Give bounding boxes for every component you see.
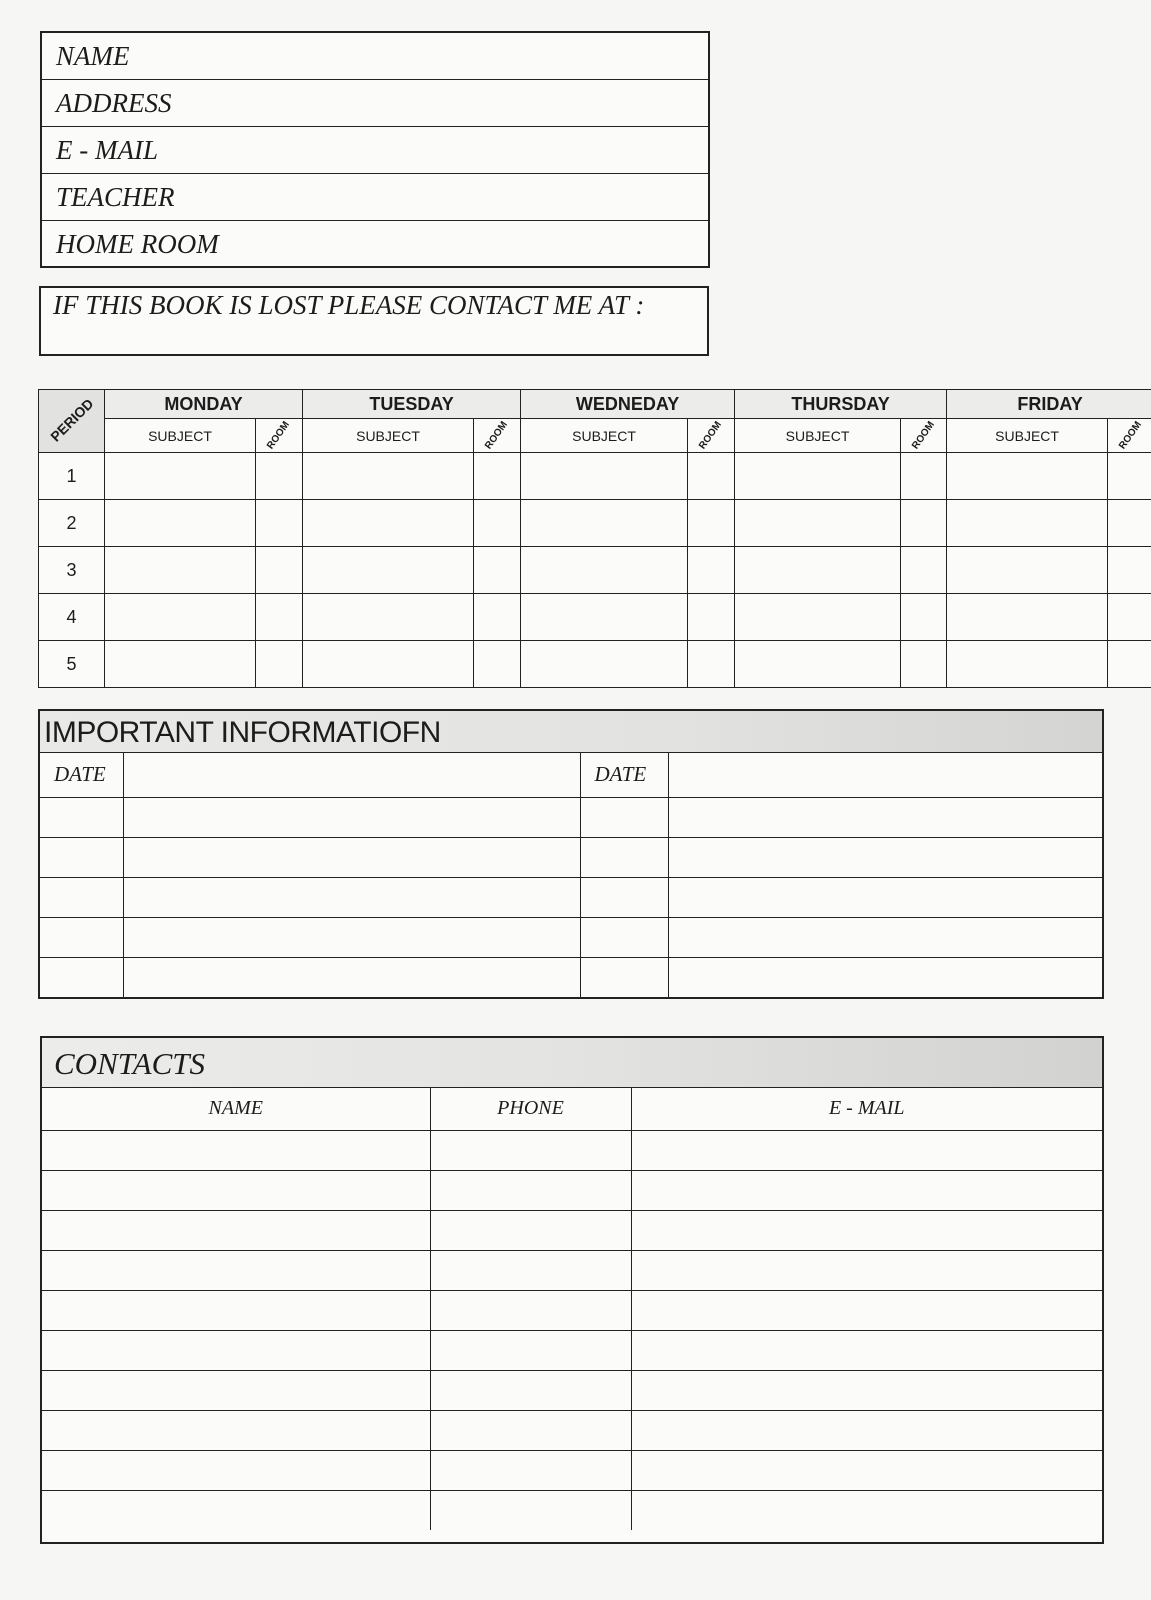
room-header <box>1108 419 1151 453</box>
day-header-monday: MONDAY <box>105 390 303 419</box>
subject-cell[interactable] <box>735 500 901 547</box>
room-label: ROOM <box>1117 419 1144 452</box>
contact-phone-cell[interactable] <box>430 1330 631 1370</box>
period-number: 4 <box>39 594 105 641</box>
subject-cell[interactable] <box>303 453 474 500</box>
room-cell[interactable] <box>688 547 735 594</box>
contact-phone-cell[interactable] <box>430 1370 631 1410</box>
room-label: ROOM <box>483 419 511 452</box>
date-cell[interactable] <box>40 797 123 837</box>
contact-email-cell[interactable] <box>631 1250 1102 1290</box>
room-label: ROOM <box>265 419 293 452</box>
info-cell[interactable] <box>123 753 580 797</box>
period-number: 1 <box>39 453 105 500</box>
room-cell[interactable] <box>256 641 303 688</box>
table-row <box>42 1450 1102 1490</box>
subject-cell[interactable] <box>735 453 901 500</box>
subject-cell[interactable] <box>521 453 688 500</box>
info-field-name[interactable] <box>42 33 708 80</box>
table-row <box>40 917 1102 957</box>
timetable-body <box>39 453 1151 688</box>
room-cell[interactable] <box>688 500 735 547</box>
contacts-title: CONTACTS <box>42 1038 1102 1088</box>
room-cell[interactable] <box>1108 547 1151 594</box>
room-header <box>474 419 521 453</box>
contacts-header-row <box>42 1088 1102 1130</box>
contact-phone-cell[interactable] <box>430 1170 631 1210</box>
room-cell[interactable] <box>901 547 947 594</box>
info-cell[interactable] <box>668 837 1102 877</box>
info-cell[interactable] <box>668 753 1102 797</box>
subject-cell[interactable] <box>105 594 256 641</box>
room-cell[interactable] <box>1108 641 1151 688</box>
room-cell[interactable] <box>474 594 521 641</box>
table-row <box>40 753 1102 797</box>
room-header <box>688 419 735 453</box>
info-cell[interactable] <box>668 797 1102 837</box>
subject-cell[interactable] <box>735 547 901 594</box>
contact-name-cell[interactable] <box>42 1290 430 1330</box>
table-row <box>39 641 1151 688</box>
subject-cell[interactable] <box>303 641 474 688</box>
lost-book-notice: IF THIS BOOK IS LOST PLEASE CONTACT ME AT : <box>53 290 645 320</box>
contacts-section <box>40 1036 1104 1544</box>
info-cell[interactable] <box>123 837 580 877</box>
period-number: 3 <box>39 547 105 594</box>
date-header: DATE <box>580 753 668 797</box>
contact-phone-cell[interactable] <box>430 1250 631 1290</box>
contact-name-cell[interactable] <box>42 1330 430 1370</box>
room-cell[interactable] <box>256 547 303 594</box>
table-row <box>39 547 1151 594</box>
subject-cell[interactable] <box>303 547 474 594</box>
contacts-body <box>42 1130 1102 1530</box>
date-cell[interactable] <box>580 917 668 957</box>
subject-header: SUBJECT <box>303 419 474 453</box>
info-label-name: NAME <box>56 40 130 71</box>
subject-cell[interactable] <box>105 500 256 547</box>
room-label: ROOM <box>697 419 725 452</box>
room-cell[interactable] <box>1108 453 1151 500</box>
contact-email-cell[interactable] <box>631 1330 1102 1370</box>
table-row <box>39 594 1151 641</box>
info-cell[interactable] <box>668 957 1102 997</box>
date-cell[interactable] <box>580 957 668 997</box>
info-label-home-room: HOME ROOM <box>56 229 219 259</box>
subject-cell[interactable] <box>521 500 688 547</box>
subject-header: SUBJECT <box>735 419 901 453</box>
subject-header: SUBJECT <box>521 419 688 453</box>
period-label: PERIOD <box>47 395 97 445</box>
date-header: DATE <box>40 753 123 797</box>
contact-email-cell[interactable] <box>631 1130 1102 1170</box>
room-header <box>901 419 947 453</box>
subject-header: SUBJECT <box>105 419 256 453</box>
contact-email-cell[interactable] <box>631 1210 1102 1250</box>
table-row <box>42 1330 1102 1370</box>
subject-cell[interactable] <box>303 594 474 641</box>
info-label-teacher: TEACHER <box>56 181 175 212</box>
subject-header: SUBJECT <box>947 419 1108 453</box>
lost-book-contact-field[interactable] <box>39 286 709 356</box>
room-cell[interactable] <box>256 453 303 500</box>
period-number: 5 <box>39 641 105 688</box>
table-row <box>40 957 1102 997</box>
day-header-thursday: THURSDAY <box>735 390 947 419</box>
info-field-email[interactable] <box>42 127 708 174</box>
info-field-teacher[interactable] <box>42 174 708 221</box>
date-cell[interactable] <box>580 877 668 917</box>
personal-info-box <box>40 31 710 268</box>
table-row <box>42 1490 1102 1530</box>
important-information-table <box>40 753 1102 997</box>
important-information-section <box>38 709 1104 999</box>
subject-cell[interactable] <box>521 641 688 688</box>
subject-cell[interactable] <box>105 547 256 594</box>
contact-phone-cell[interactable] <box>430 1450 631 1490</box>
subject-cell[interactable] <box>947 500 1108 547</box>
room-cell[interactable] <box>688 641 735 688</box>
important-information-title: IMPORTANT INFORMATIOFN <box>40 711 1102 753</box>
table-row <box>39 453 1151 500</box>
contacts-table <box>42 1088 1102 1530</box>
subject-cell[interactable] <box>521 594 688 641</box>
subject-cell[interactable] <box>947 453 1108 500</box>
contact-phone-cell[interactable] <box>430 1490 631 1530</box>
info-cell[interactable] <box>123 877 580 917</box>
room-cell[interactable] <box>256 594 303 641</box>
contact-email-cell[interactable] <box>631 1410 1102 1450</box>
table-row <box>40 797 1102 837</box>
room-cell[interactable] <box>1108 500 1151 547</box>
table-row <box>42 1250 1102 1290</box>
table-row <box>42 1130 1102 1170</box>
date-cell[interactable] <box>40 877 123 917</box>
subject-cell[interactable] <box>947 641 1108 688</box>
table-row <box>42 1410 1102 1450</box>
contact-email-cell[interactable] <box>631 1370 1102 1410</box>
info-cell[interactable] <box>668 877 1102 917</box>
contact-phone-header: PHONE <box>430 1088 631 1130</box>
important-information-body <box>40 753 1102 997</box>
contact-phone-cell[interactable] <box>430 1130 631 1170</box>
contact-phone-cell[interactable] <box>430 1210 631 1250</box>
contact-email-cell[interactable] <box>631 1450 1102 1490</box>
info-field-address[interactable] <box>42 80 708 127</box>
room-cell[interactable] <box>474 500 521 547</box>
contact-name-cell[interactable] <box>42 1370 430 1410</box>
subject-cell[interactable] <box>735 594 901 641</box>
room-cell[interactable] <box>901 594 947 641</box>
table-row <box>40 837 1102 877</box>
contact-phone-cell[interactable] <box>430 1410 631 1450</box>
subject-cell[interactable] <box>105 641 256 688</box>
room-cell[interactable] <box>688 594 735 641</box>
day-header-tuesday: TUESDAY <box>303 390 521 419</box>
date-cell[interactable] <box>580 797 668 837</box>
date-cell[interactable] <box>40 917 123 957</box>
contact-phone-cell[interactable] <box>430 1290 631 1330</box>
table-row <box>42 1210 1102 1250</box>
info-cell[interactable] <box>123 797 580 837</box>
room-header <box>256 419 303 453</box>
room-label: ROOM <box>910 419 937 452</box>
contact-email-cell[interactable] <box>631 1490 1102 1530</box>
date-cell[interactable] <box>580 837 668 877</box>
contact-name-cell[interactable] <box>42 1410 430 1450</box>
contact-email-header: E - MAIL <box>631 1088 1102 1130</box>
weekly-timetable <box>38 389 1151 688</box>
table-row <box>40 877 1102 917</box>
room-cell[interactable] <box>688 453 735 500</box>
room-cell[interactable] <box>901 641 947 688</box>
subject-cell[interactable] <box>947 547 1108 594</box>
table-row <box>42 1370 1102 1410</box>
contact-name-cell[interactable] <box>42 1170 430 1210</box>
info-field-home-room[interactable] <box>42 221 708 268</box>
contact-name-cell[interactable] <box>42 1210 430 1250</box>
contact-name-cell[interactable] <box>42 1250 430 1290</box>
contact-name-cell[interactable] <box>42 1490 430 1530</box>
room-cell[interactable] <box>1108 594 1151 641</box>
info-cell[interactable] <box>123 917 580 957</box>
date-cell[interactable] <box>40 837 123 877</box>
room-cell[interactable] <box>474 641 521 688</box>
subject-cell[interactable] <box>947 594 1108 641</box>
subject-cell[interactable] <box>303 500 474 547</box>
table-row <box>42 1170 1102 1210</box>
room-cell[interactable] <box>901 453 947 500</box>
room-cell[interactable] <box>474 453 521 500</box>
room-cell[interactable] <box>474 547 521 594</box>
day-header-wednesday: WEDNEDAY <box>521 390 735 419</box>
subject-cell[interactable] <box>735 641 901 688</box>
period-number: 2 <box>39 500 105 547</box>
contact-name-cell[interactable] <box>42 1130 430 1170</box>
subject-cell[interactable] <box>521 547 688 594</box>
contact-email-cell[interactable] <box>631 1290 1102 1330</box>
info-label-email: E - MAIL <box>56 134 158 165</box>
room-cell[interactable] <box>256 500 303 547</box>
contact-email-cell[interactable] <box>631 1170 1102 1210</box>
info-cell[interactable] <box>668 917 1102 957</box>
room-cell[interactable] <box>901 500 947 547</box>
table-row <box>42 1290 1102 1330</box>
table-row <box>39 500 1151 547</box>
contact-name-header: NAME <box>42 1088 430 1130</box>
period-column-header <box>39 390 105 453</box>
subject-cell[interactable] <box>105 453 256 500</box>
contact-name-cell[interactable] <box>42 1450 430 1490</box>
date-cell[interactable] <box>40 957 123 997</box>
day-header-friday: FRIDAY <box>947 390 1151 419</box>
info-label-address: ADDRESS <box>56 87 172 118</box>
info-cell[interactable] <box>123 957 580 997</box>
